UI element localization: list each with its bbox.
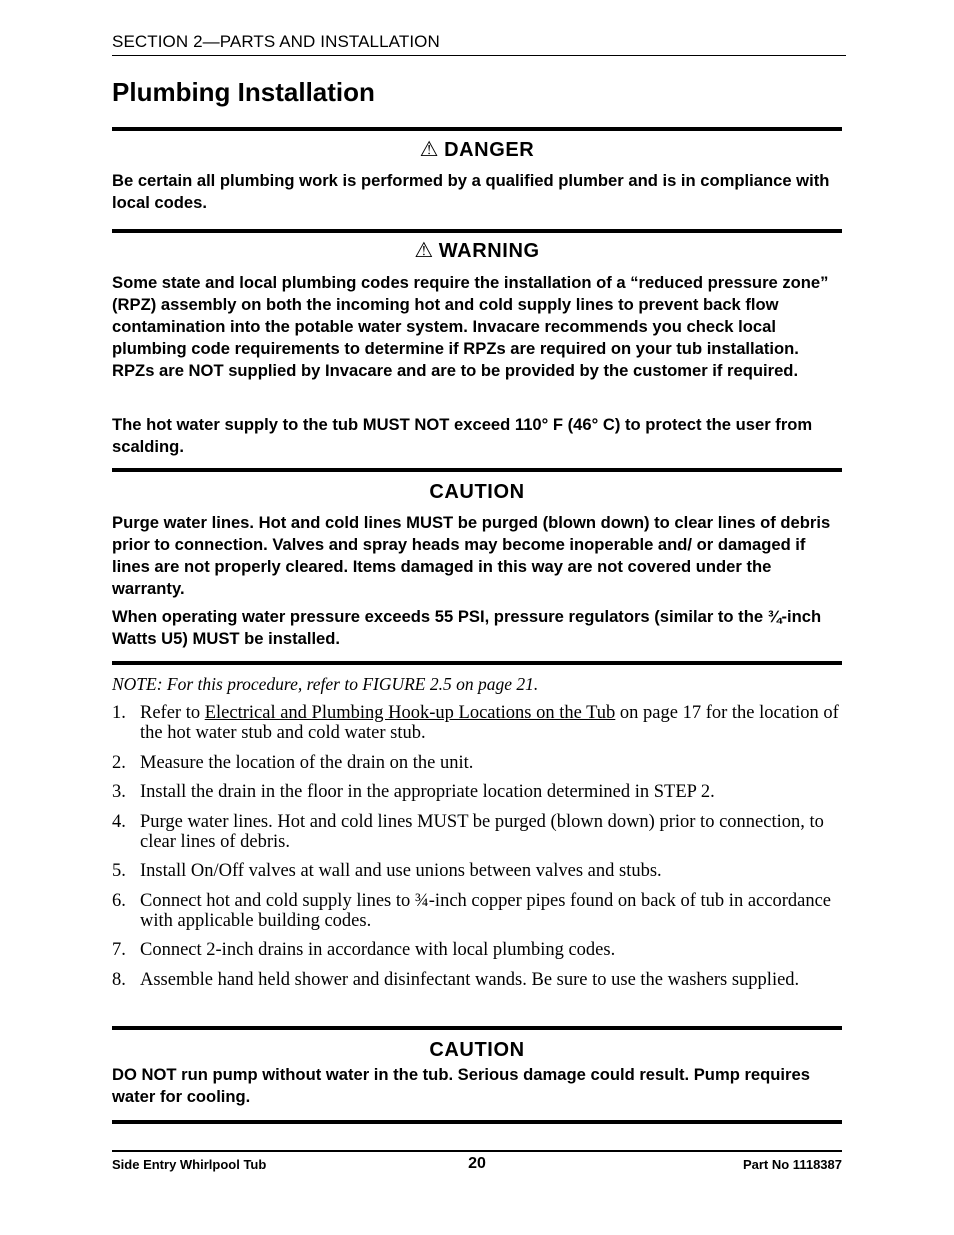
list-item — [112, 753, 846, 773]
step-number: 3. — [112, 782, 126, 802]
list-item — [112, 970, 846, 990]
danger-heading-label: DANGER — [444, 139, 535, 161]
warning-top-rule — [112, 229, 842, 233]
list-item — [112, 782, 846, 802]
caution-heading: CAUTION — [429, 1039, 525, 1061]
step-text: Purge water lines. Hot and cold lines MUST be purged (blown down) prior to connection, to clear lines of debris. — [140, 811, 824, 852]
caution-paragraph: When operating water pressure exceeds 55 PSI, pressure regulators (similar to the ¾-inch Watts U5) MUST be installed. — [112, 607, 822, 648]
page-number: 20 — [468, 1155, 486, 1172]
list-item — [112, 703, 846, 743]
danger-top-rule — [112, 127, 842, 131]
list-item — [112, 812, 846, 852]
step-number: 6. — [112, 890, 126, 911]
step-text: Install On/Off valves at wall and use unions between valves and stubs. — [140, 861, 662, 881]
caution-bottom-rule — [112, 1120, 842, 1124]
step-text: Assemble hand held shower and disinfectant wands. Be sure to use the washers supplied. — [140, 969, 800, 990]
footer-product-name: Side Entry Whirlpool Tub — [112, 1157, 267, 1172]
footer-part-number: Part No 1118387 — [742, 1157, 842, 1172]
step-number: 7. — [112, 940, 126, 960]
caution-heading: CAUTION — [429, 481, 525, 503]
page-title: Plumbing Installation — [112, 77, 375, 107]
warning-paragraph: The hot water supply to the tub MUST NOT exceed 110° F (46° C) to protect the user from scalding. — [112, 415, 813, 456]
procedure-note: NOTE: For this procedure, refer to FIGURE 2.5 on page 21. — [112, 674, 539, 694]
caution-paragraph: Purge water lines. Hot and cold lines MUST be purged (blown down) to clear lines of debris prior to connection. Valves and spray heads may become inoperable and/ or damaged if lines are not properly cleared. Items damaged in this way are not covered under the warranty. — [112, 513, 831, 598]
list-item — [112, 940, 846, 960]
footer-rule — [112, 1150, 842, 1152]
step-number: 2. — [112, 752, 126, 773]
warning-heading — [112, 239, 842, 263]
caution-top-rule — [112, 1026, 842, 1030]
cross-reference-link[interactable]: Electrical and Plumbing Hook-up Locations on the Tub — [204, 703, 616, 723]
step-number: 4. — [112, 811, 126, 832]
warning-paragraph: Some state and local plumbing codes require the installation of a “reduced pressure zone” (RPZ) assembly on both the incoming hot and cold supply lines to prevent back flow contamination into the potable water system. Invacare recommends you check local plumbing code requirements to determine if RPZs are required on your tub installation. RPZs are NOT supplied by Invacare and are to be provided by the customer if required. — [112, 273, 829, 380]
page-footer — [112, 1155, 842, 1175]
danger-text: Be certain all plumbing work is performed by a qualified plumber and is in compliance with local codes. — [112, 171, 830, 212]
list-item — [112, 891, 846, 931]
step-text: Refer to — [140, 703, 205, 723]
danger-heading — [112, 138, 842, 162]
step-number: 5. — [112, 861, 126, 881]
warning-triangle-icon: ⚠ — [419, 138, 440, 161]
section-header: SECTION 2—PARTS AND INSTALLATION — [112, 31, 846, 56]
step-text: Connect 2-inch drains in accordance with local plumbing codes. — [140, 940, 616, 960]
step-text: on page 17 for the location of the hot water stub and cold water stub. — [140, 703, 839, 743]
procedure-steps — [112, 703, 846, 999]
warning-triangle-icon: ⚠ — [414, 239, 434, 262]
caution-text: DO NOT run pump without water in the tub. Serious damage could result. Pump requires water for cooling. — [112, 1065, 810, 1106]
step-text: Install the drain in the floor in the appropriate location determined in STEP 2. — [140, 782, 715, 802]
step-text: Connect hot and cold supply lines to ¾-inch copper pipes found on back of tub in accordance with applicable building codes. — [140, 890, 831, 931]
step-number: 8. — [112, 969, 126, 990]
caution-top-rule — [112, 468, 842, 472]
list-item — [112, 861, 846, 881]
caution-bottom-rule — [112, 661, 842, 665]
warning-heading-label: WARNING — [438, 240, 540, 262]
step-text: Measure the location of the drain on the unit. — [140, 752, 474, 773]
step-number: 1. — [112, 703, 126, 723]
